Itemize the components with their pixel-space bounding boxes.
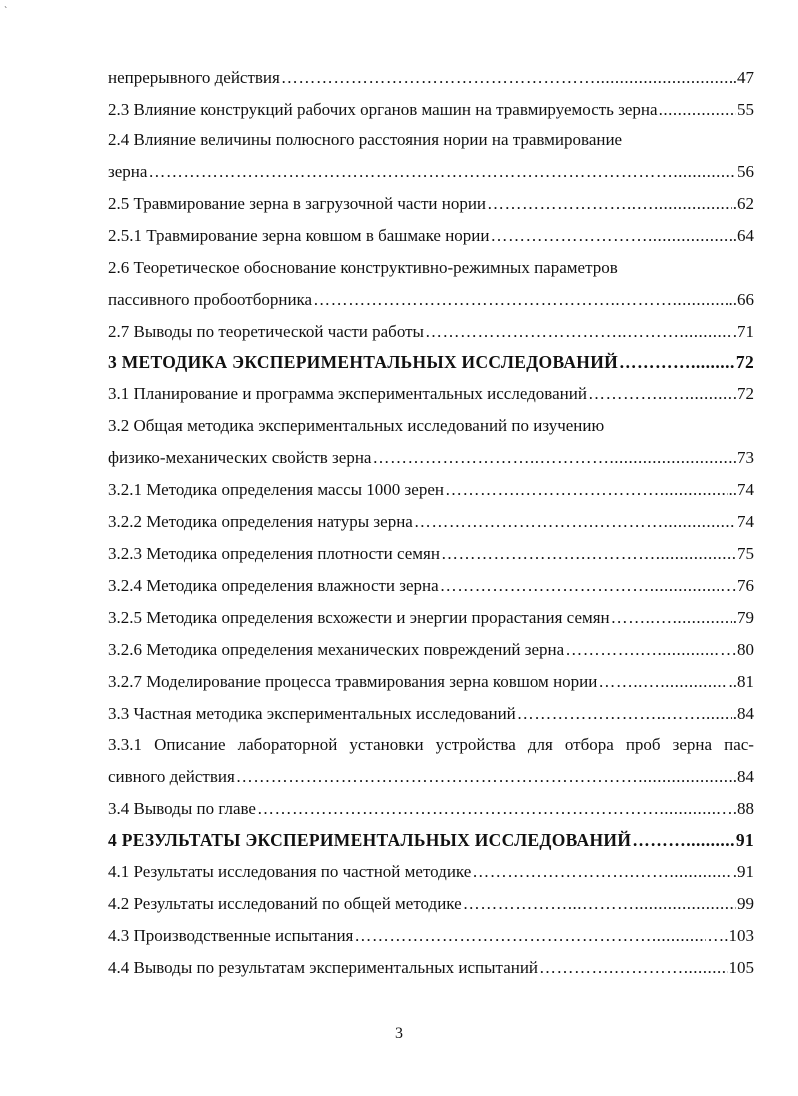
toc-entry-title: 2.5 Травмирование зерна в загрузочной части нории <box>108 194 487 213</box>
toc-entry[interactable] <box>108 67 754 89</box>
toc-leader-dots: ………….. ..... <box>619 351 735 373</box>
toc-entry[interactable] <box>108 161 754 183</box>
toc-entry-title: 4.1 Результаты исследования по частной методике <box>108 862 472 881</box>
toc-word: 3.3.1 <box>108 735 142 754</box>
toc-entry[interactable] <box>108 957 754 979</box>
toc-word: устройства <box>435 735 516 754</box>
toc-entry[interactable] <box>108 193 754 215</box>
toc-page-number: .64 <box>732 226 754 245</box>
toc-entry[interactable] <box>108 607 754 629</box>
toc-entry-title: 3.2.5 Методика определения всхожести и энергии прорастания семян <box>108 608 610 627</box>
toc-page-number: 91 <box>735 830 754 850</box>
toc-leader-dots: …………..… ..... <box>588 383 732 405</box>
toc-entry[interactable] <box>108 798 754 820</box>
toc-leader-dots: ………. ..... <box>632 829 735 851</box>
toc-page-number: …76 <box>720 576 754 595</box>
toc-entry-title: 3.2.1 Методика определения массы 1000 зерен <box>108 480 444 499</box>
toc-entry[interactable] <box>108 639 754 661</box>
toc-entry[interactable] <box>108 99 754 121</box>
toc-leader-dots: ………………………. ..... <box>491 225 732 247</box>
toc-page-number: .62 <box>732 194 754 213</box>
toc-page-number: .91 <box>732 862 754 881</box>
toc-leader-dots: ……………………………………………………………………………….. ..... <box>148 161 736 183</box>
toc-leader-dots: …………………………………………………………… ..... <box>236 766 728 788</box>
toc-page-number: .84 <box>732 704 754 723</box>
toc-page-number: 56 <box>737 162 754 181</box>
toc-entry-title-line[interactable] <box>108 734 754 756</box>
toc-leader-dots: ……………………..…… ..... <box>517 703 732 725</box>
toc-entry[interactable] <box>108 289 754 311</box>
toc-leader-dots: ……………………….…… ..... <box>472 861 731 883</box>
toc-page-number: ….103 <box>707 926 754 945</box>
toc-leader-dots: .... ..... <box>659 99 736 121</box>
toc-leader-dots: ……..… ..... <box>598 671 727 693</box>
toc-entry[interactable] <box>108 575 754 597</box>
toc-word: зерна <box>672 735 713 754</box>
toc-entry[interactable] <box>108 893 754 915</box>
toc-page-number: 105 <box>728 958 754 977</box>
toc-entry[interactable] <box>108 925 754 947</box>
toc-leader-dots: ………………………….…………. ..... <box>414 511 736 533</box>
corner-mark: ` <box>4 6 8 17</box>
toc-chapter-title: 4 РЕЗУЛЬТАТЫ ЭКСПЕРИМЕНТАЛЬНЫХ ИССЛЕДОВАНИЙ <box>108 830 632 850</box>
toc-leader-dots: ……………………..… ..... <box>487 193 732 215</box>
toc-page-number: .72 <box>732 384 754 403</box>
toc-leader-dots: …………………….…………. ..... <box>441 543 736 565</box>
toc-entry-title: 4.4 Выводы по результатам экспериментальных испытаний <box>108 958 539 977</box>
toc-leader-dots: ………….………… ..... <box>539 957 727 979</box>
toc-entry-title: 3.2.4 Методика определения влажности зерна <box>108 576 439 595</box>
toc-entry[interactable] <box>108 861 754 883</box>
toc-entry[interactable] <box>108 447 754 469</box>
toc-entry-title: непрерывного действия <box>108 68 280 87</box>
toc-entry-title-line[interactable]: 3.2 Общая методика экспериментальных исследований по изучению <box>108 416 605 435</box>
toc-entry[interactable] <box>108 321 754 343</box>
toc-entry-title: 3.2.6 Методика определения механических повреждений зерна <box>108 640 565 659</box>
toc-page-number: 55 <box>737 100 754 119</box>
toc-entry[interactable] <box>108 671 754 693</box>
toc-leader-dots: ……………………………..……… ..... <box>425 321 732 343</box>
toc-entry-title: зерна <box>108 162 148 181</box>
toc-page-number: ..84 <box>728 767 754 786</box>
toc-leader-dots: ………….….. ..... <box>565 639 719 661</box>
toc-entry-title: 2.5.1 Травмирование зерна ковшом в башмаке нории <box>108 226 490 245</box>
toc-entry-title: пассивного пробоотборника <box>108 290 313 309</box>
toc-entry-title: 4.3 Производственные испытания <box>108 926 354 945</box>
toc-page-number: .79 <box>732 608 754 627</box>
toc-entry[interactable] <box>108 479 754 501</box>
toc-entry[interactable] <box>108 543 754 565</box>
toc-chapter-entry[interactable] <box>108 829 754 851</box>
toc-entry-title: 3.2.2 Методика определения натуры зерна <box>108 512 413 531</box>
toc-entry-title-line[interactable]: 2.6 Теоретическое обоснование конструктивно-режимных параметров <box>108 258 618 277</box>
toc-entry-title: 3.3 Частная методика экспериментальных исследований <box>108 704 516 723</box>
toc-entry-title: 3.1 Планирование и программа экспериментальных исследований <box>108 384 587 403</box>
toc-word: установки <box>349 735 424 754</box>
toc-entry-title: 3.4 Выводы по главе <box>108 799 256 818</box>
toc-leader-dots: ……………………………………………… ..... <box>281 67 732 89</box>
toc-entry[interactable] <box>108 766 754 788</box>
toc-chapter-title: 3 МЕТОДИКА ЭКСПЕРИМЕНТАЛЬНЫХ ИССЛЕДОВАНИЙ <box>108 352 619 372</box>
toc-page-number: .71 <box>732 322 754 341</box>
toc-entry[interactable] <box>108 225 754 247</box>
page-number: 3 <box>395 1025 403 1042</box>
toc-leader-dots: ………………...………...... ..... <box>463 893 736 915</box>
toc-entry-title: сивного действия <box>108 767 235 786</box>
toc-page-number: .47 <box>732 68 754 87</box>
toc-page-number: ..74 <box>728 480 754 499</box>
toc-entry-title: 3.2.3 Методика определения плотности семян <box>108 544 440 563</box>
toc-page-number: 72 <box>735 352 754 372</box>
toc-leader-dots: ……………………………… ..... <box>440 575 719 597</box>
toc-entry-title: 2.7 Выводы по теоретической части работы <box>108 322 424 341</box>
toc-page-number: …80 <box>720 640 754 659</box>
toc-chapter-entry[interactable] <box>108 351 754 373</box>
toc-leader-dots: …………………………………………….. ..... <box>354 925 706 947</box>
toc-entry-title: физико-механических свойств зерна <box>108 448 372 467</box>
toc-leader-dots: ……………………………………………..……… ..... <box>313 289 727 311</box>
toc-entry-title: 4.2 Результаты исследований по общей методике <box>108 894 462 913</box>
toc-word: проб <box>625 735 661 754</box>
toc-word: для <box>527 735 553 754</box>
toc-entry[interactable] <box>108 383 754 405</box>
toc-page-number: ..66 <box>728 290 754 309</box>
toc-page-number: .73 <box>732 448 754 467</box>
toc-word: пас- <box>724 735 754 754</box>
toc-entry-title: 2.3 Влияние конструкций рабочих органов машин на травмируемость зерна <box>108 100 658 119</box>
toc-leader-dots: ……..… ..... <box>611 607 732 629</box>
toc-page-number: ….88 <box>715 799 754 818</box>
toc-page-number: ..81 <box>728 672 754 691</box>
toc-entry-title: 3.2.7 Моделирование процесса травмирования зерна ковшом нории <box>108 672 598 691</box>
toc-page-number: 99 <box>737 894 754 913</box>
toc-leader-dots: …………………………………………………………… ..... <box>257 798 715 820</box>
toc-page-number: 75 <box>737 544 754 563</box>
toc-entry-title-line[interactable]: 2.4 Влияние величины полюсного расстояния нории на травмирование <box>108 130 623 149</box>
toc-entry[interactable] <box>108 703 754 725</box>
toc-page-number: 74 <box>737 512 754 531</box>
toc-word: Описание <box>154 735 226 754</box>
toc-word: лабораторной <box>237 735 338 754</box>
toc-leader-dots: ………….…………………… ..... <box>445 479 728 501</box>
toc-leader-dots: ………………………..………… ..... <box>372 447 731 469</box>
toc-word: отбора <box>564 735 614 754</box>
toc-entry[interactable] <box>108 511 754 533</box>
